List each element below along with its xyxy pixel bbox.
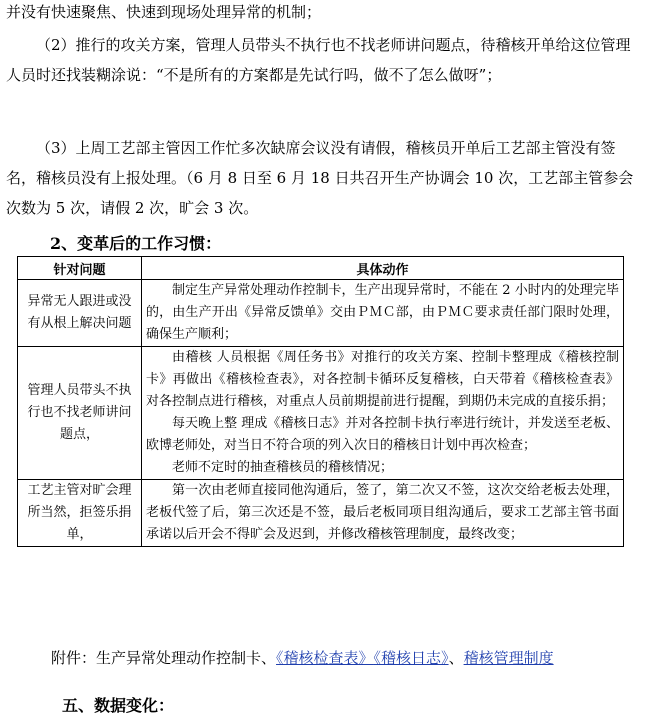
work-habits-table [17,256,624,547]
issue-cell: 管理人员带头不执行也不找老师讲问题点， [18,347,142,480]
table-row [18,480,624,547]
item-3-paragraph: （3）上周工艺部主管因工作忙多次缺席会议没有请假，稽核员开单后工艺部主管没有签名，稽核员没有上报处理。（6 月 8 日至 6 月 18 日共召开生产协调会 10 次，工艺部主管参会次数为 5 次，请假 2 次，旷会 3 次。 [6,139,634,217]
attachment-link-check-table[interactable]: 《稽核检查表》 [276,649,374,667]
action-paragraph: 由稽核 人员根据《周任务书》对推行的攻关方案、控制卡整理成《稽核控制卡》再做出《稽核检查表》，对各控制卡循环反复稽核，白天带着《稽核检查表》对各控制点进行稽核，对重点人员前期提前进行提醒，到期仍未完成的直接乐捐； [146,350,619,409]
attachment-control-card: 生产异常处理动作控制卡、 [96,649,277,667]
section-5-heading: 五、数据变化： [62,696,175,715]
issue-cell: 工艺主管对旷会理所当然，拒签乐捐单， [18,480,142,547]
section-2-heading: 2、变革后的工作习惯： [50,234,222,253]
action-paragraph: 第一次由老师直接同他沟通后，签了，第二次又不签，这次交给老板去处理，老板代签了后，第三次还是不签，最后老板同项目组沟通后，要求工艺部主管书面承诺以后开会不得旷会及迟到，并修改稽核管理制度，最终改变； [146,483,619,542]
item-2-paragraph: （2）推行的攻关方案，管理人员带头不执行也不找老师讲问题点，待稽核开单给这位管理人员时还找装糊涂说：“不是所有的方案都是先试行吗，做不了怎么做呀”； [6,36,631,84]
attachment-separator: 、 [448,649,464,667]
header-action: 具体动作 [142,257,624,280]
issue-cell: 异常无人跟进或没有从根上解决问题 [18,280,142,347]
attachments-line [17,647,629,670]
table-header-row [18,257,624,280]
attachment-link-audit-log[interactable]: 《稽核日志》 [373,649,449,667]
action-paragraph: 每天晚上整 理成《稽核日志》并对各控制卡执行率进行统计，并发送至老板、欧博老师处，对当日不符合项的列入次日的稽核日计划中再次检查； [146,416,619,453]
action-cell [142,280,624,347]
action-cell [142,347,624,480]
action-cell [142,480,624,547]
table-row [18,280,624,347]
action-paragraph: 老师不定时的抽查稽核员的稽核情况； [172,460,394,475]
attachments-label: 附件： [51,649,97,667]
action-paragraph: 制定生产异常处理动作控制卡，生产出现异常时，不能在 2 小时内的处理完毕的，由生产开出《异常反馈单》交由ＰＭＣ部，由ＰＭＣ要求责任部门限时处理，确保生产顺利； [146,283,619,342]
attachment-link-audit-policy[interactable]: 稽核管理制度 [463,649,554,667]
intro-line: 并没有快速聚焦、快速到现场处理异常的机制； [6,3,322,21]
header-issue: 针对问题 [18,257,142,280]
table-row [18,347,624,480]
